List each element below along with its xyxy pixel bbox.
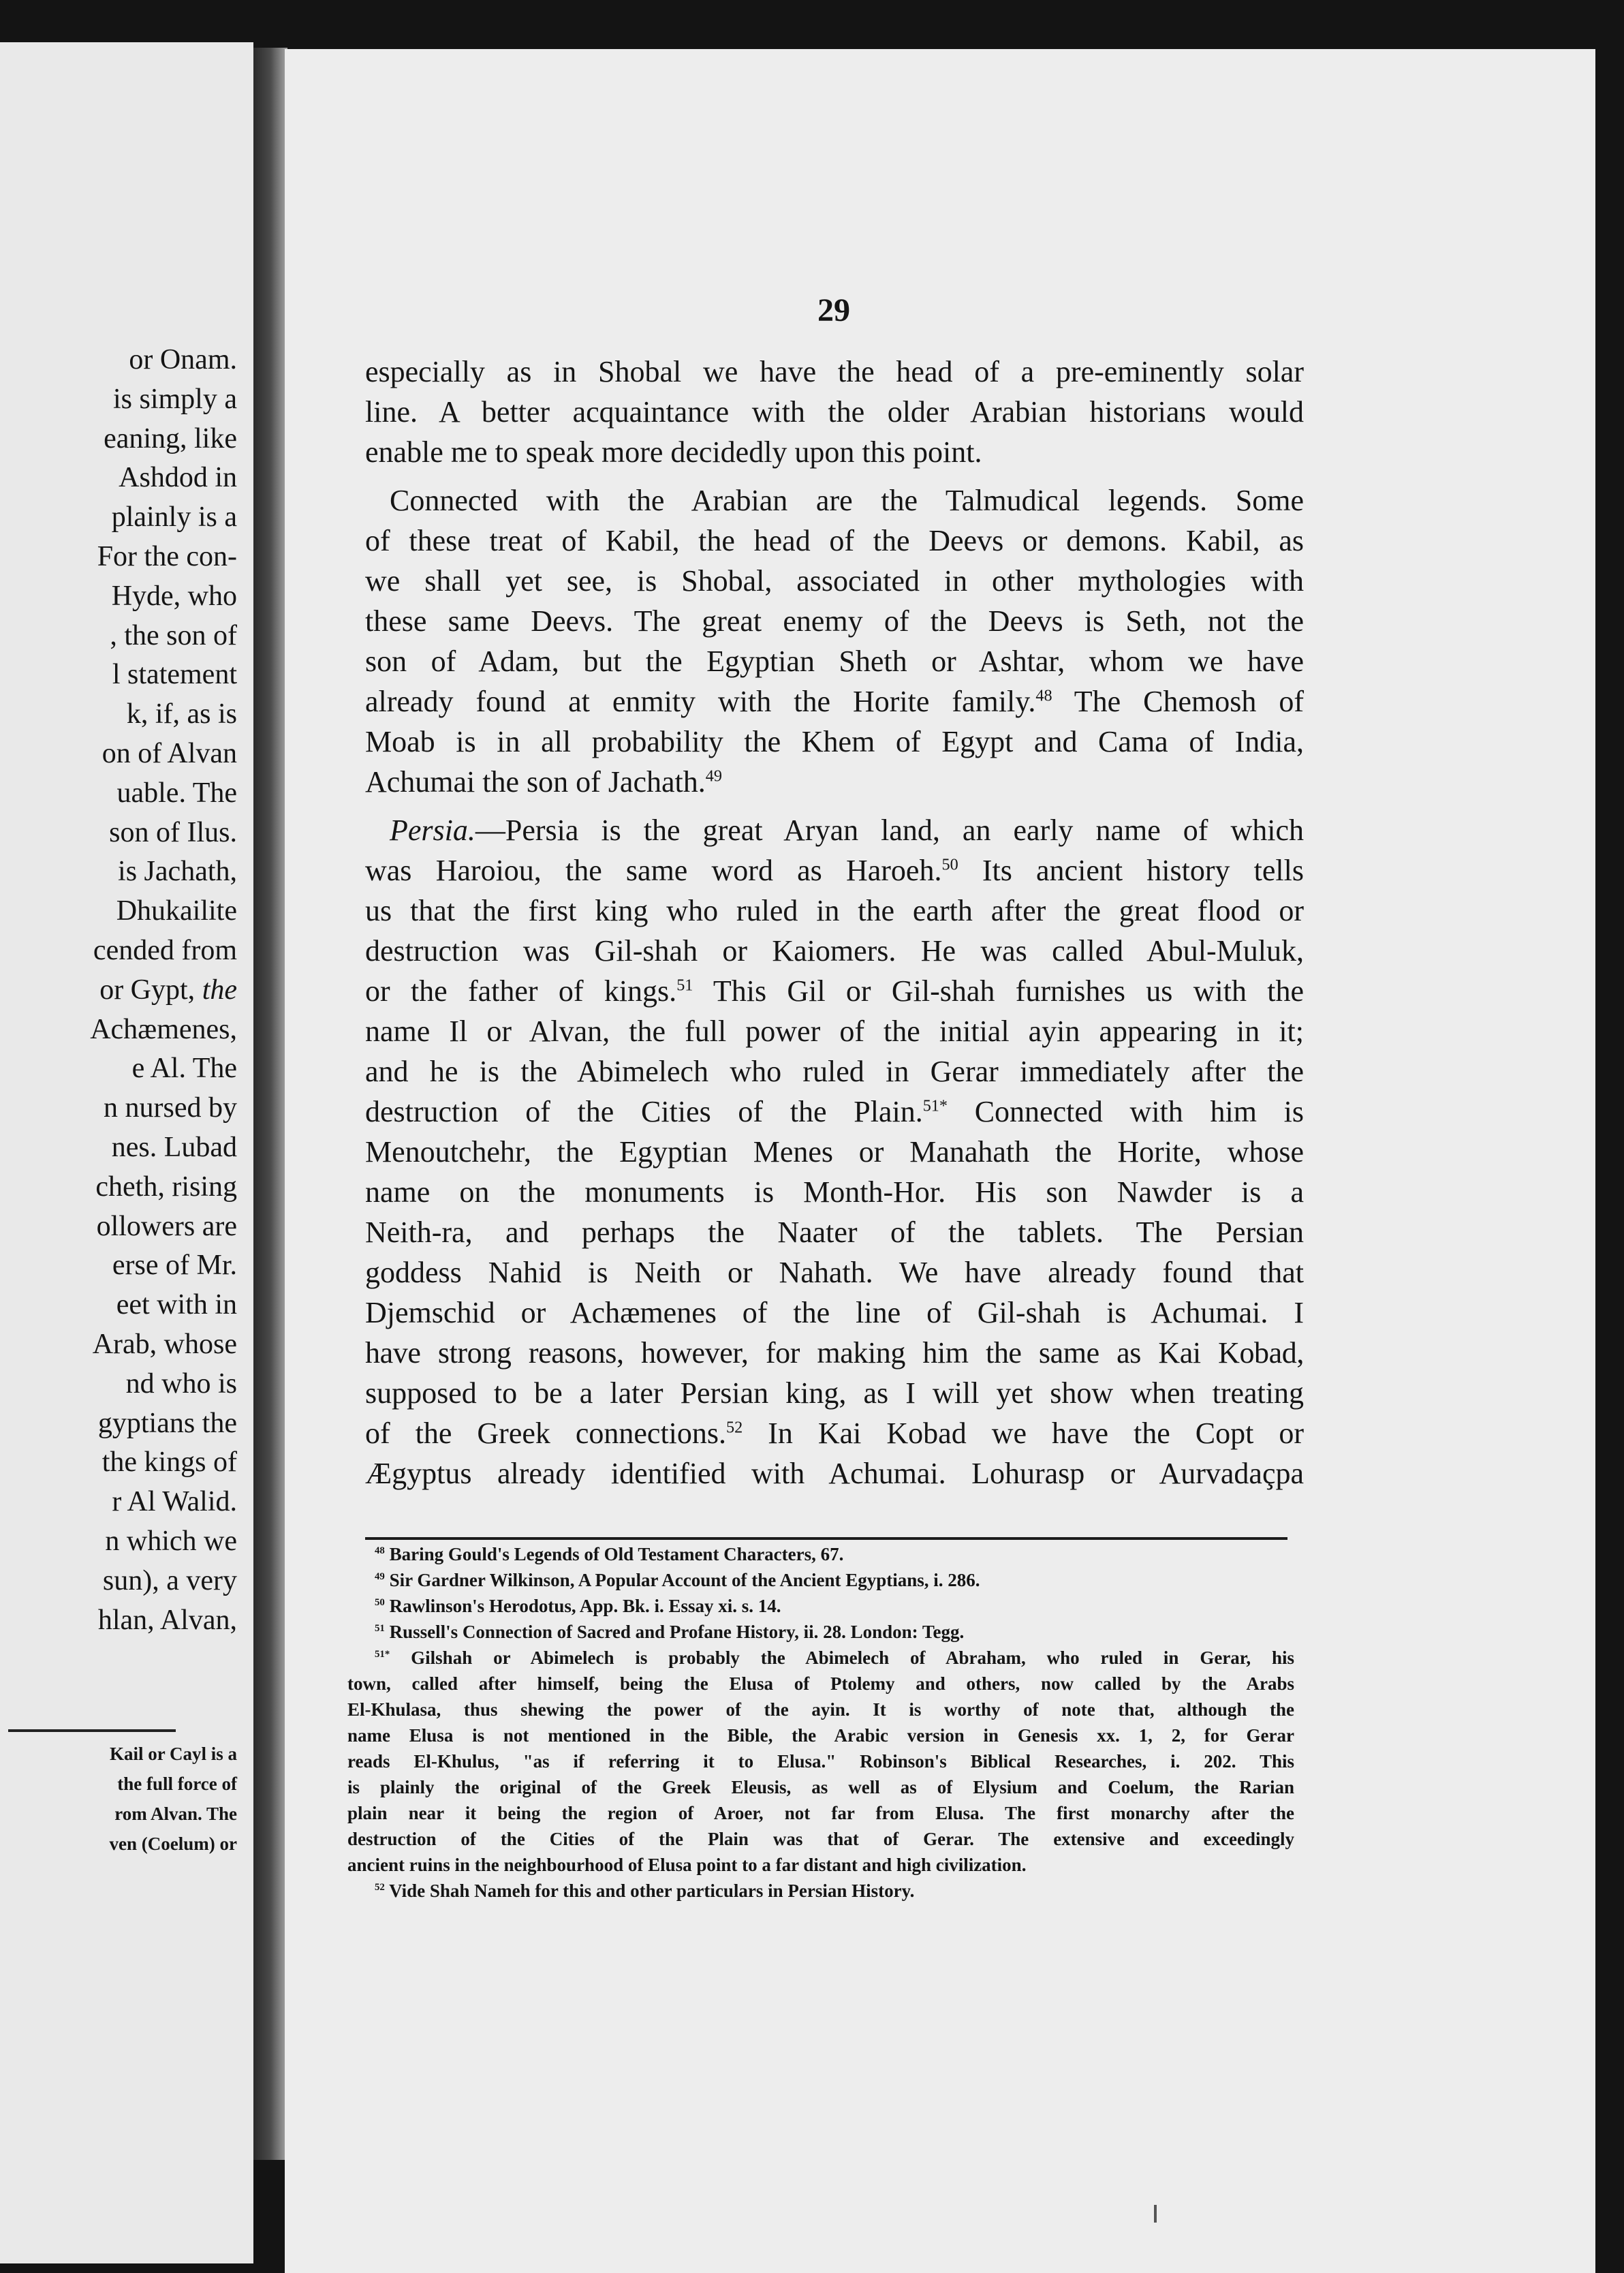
text-run: eet with in	[116, 1289, 237, 1321]
text-run: destruction was Gil-shah or Kaiomers. He was called Abul-Muluk,	[365, 934, 1304, 968]
text-run: son of Adam, but the Egyptian Sheth or Ashtar, whom we have	[365, 645, 1304, 678]
text-run: of the Greek connections.	[365, 1417, 727, 1450]
text-line	[365, 1212, 1304, 1252]
footnote-marker: 48	[375, 1545, 385, 1556]
text-run: cended from	[93, 935, 237, 966]
facing-page-line	[132, 1051, 237, 1086]
text-line	[365, 521, 1304, 561]
footnote-reference: 50	[941, 855, 958, 874]
section-heading: Persia.	[390, 814, 475, 847]
footnote-text: rom Alvan. The	[114, 1804, 237, 1824]
text-run: was Haroiou, the same word as Haroeh.	[365, 854, 942, 887]
footnote-text: Rawlinson's Herodotus, App. Bk. i. Essay xi. s. 14.	[384, 1596, 781, 1616]
text-run: This Gil or Gil-shah furnishes us with the	[693, 974, 1304, 1008]
footnote-text: ven (Coelum) or	[109, 1834, 237, 1854]
text-run: goddess Nahid is Neith or Nahath. We have already found that	[365, 1256, 1304, 1289]
text-run: Its ancient history tells	[958, 854, 1304, 887]
text-run: already found at enmity with the Horite family.	[365, 685, 1036, 718]
text-run: enable me to speak more decidedly upon this point.	[365, 435, 982, 469]
footnote-text: town, called after himself, being the Elusa of Ptolemy and others, now called by the Arabs	[347, 1673, 1294, 1694]
footnote-text: Sir Gardner Wilkinson, A Popular Account of the Ancient Egyptians, i. 286.	[384, 1570, 980, 1590]
facing-page-line	[95, 1169, 237, 1205]
text-run: The Chemosh of	[1052, 685, 1304, 718]
footnote-line	[347, 1697, 1294, 1722]
text-run: supposed to be a later Persian king, as I will yet show when treating	[365, 1376, 1304, 1410]
facing-page-footnote-line	[117, 1772, 237, 1796]
text-line	[365, 971, 1304, 1011]
facing-page-line	[102, 736, 237, 771]
facing-page-line	[104, 421, 237, 457]
text-line	[365, 601, 1304, 641]
footnote-reference: 51	[676, 976, 693, 995]
text-run: cheth, rising	[95, 1171, 237, 1203]
footnote-line	[347, 1619, 1294, 1645]
facing-page-line	[112, 657, 237, 692]
text-run: nd who is	[125, 1367, 237, 1400]
footnote-line	[347, 1800, 1294, 1826]
text-run: us that the first king who ruled in the earth after the great flood or	[365, 894, 1304, 927]
footnotes	[347, 1541, 1294, 1904]
facing-page-line	[109, 815, 237, 850]
footnote-line	[347, 1852, 1294, 1878]
footnote-reference: 52	[726, 1418, 743, 1437]
text-run: line. A better acquaintance with the older Arabian historians would	[365, 395, 1304, 429]
text-line	[365, 1051, 1304, 1092]
text-run: especially as in Shobal we have the head of a pre-eminently solar	[365, 355, 1304, 388]
facing-page-line	[97, 1209, 237, 1244]
footnote-marker: 51	[375, 1623, 385, 1634]
facing-page-line	[98, 1406, 237, 1441]
footnote-line	[347, 1645, 1294, 1671]
footnote-text: name Elusa is not mentioned in the Bible, the Arabic version in Genesis xx. 1, 2, for Gerar	[347, 1725, 1294, 1746]
text-run: Djemschid or Achæmenes of the line of Gil-shah is Achumai. I	[365, 1296, 1304, 1329]
facing-page-line	[99, 972, 237, 1008]
footnote-marker: 50	[375, 1597, 385, 1608]
text-run: we shall yet see, is Shobal, associated in other mythologies with	[365, 564, 1304, 598]
facing-page-line	[116, 893, 237, 929]
facing-page-line	[113, 382, 237, 417]
text-line	[365, 480, 1304, 521]
text-run: on of Alvan	[102, 738, 237, 769]
text-run: Menoutchehr, the Egyptian Menes or Manahath the Horite, whose	[365, 1135, 1304, 1169]
facing-page-line	[112, 1248, 237, 1283]
footnote-text: reads El-Khulus, "as if referring it to Elusa." Robinson's Biblical Researches, i. 202. This	[347, 1751, 1294, 1772]
text-line	[365, 810, 1304, 850]
footnote-line	[347, 1567, 1294, 1593]
facing-page-line	[116, 1287, 237, 1323]
text-run: have strong reasons, however, for making him the same as Kai Kobad,	[365, 1336, 1304, 1370]
facing-page-line	[112, 1130, 237, 1165]
facing-page-line	[98, 1603, 237, 1638]
text-run: of these treat of Kabil, the head of the Deevs or demons. Kabil, as	[365, 524, 1304, 557]
text-run: Moab is in all probability the Khem of Egypt and Cama of India,	[365, 725, 1304, 758]
text-run: Hyde, who	[111, 580, 237, 612]
facing-page-line	[97, 539, 237, 574]
text-run: k, if, as is	[126, 698, 237, 730]
text-run: sun), a very	[102, 1564, 237, 1596]
facing-page-line	[117, 775, 238, 811]
text-line	[365, 722, 1304, 762]
facing-page-line	[127, 696, 237, 732]
facing-page-line	[129, 342, 237, 377]
text-line	[365, 432, 1304, 472]
text-run: is Jachath,	[118, 856, 237, 888]
text-run: Ashdod in	[119, 462, 237, 494]
text-run: Ægyptus already identified with Achumai. Lohurasp or Aurvadaçpa	[365, 1457, 1304, 1490]
text-run: —Persia is the great Aryan land, an early name of which	[475, 814, 1304, 847]
facing-page-line	[90, 1012, 237, 1047]
text-run: the kings of	[102, 1447, 237, 1479]
text-line	[365, 392, 1304, 432]
text-line	[365, 762, 1304, 802]
text-line	[365, 1252, 1304, 1293]
facing-page-line	[93, 1327, 237, 1362]
footnote-text: Baring Gould's Legends of Old Testament Characters, 67.	[384, 1544, 844, 1564]
text-run: these same Deevs. The great enemy of the Deevs is Seth, not the	[365, 604, 1304, 638]
text-run: Connected with him is	[947, 1095, 1304, 1128]
footnote-text: Kail or Cayl is a	[109, 1744, 237, 1764]
footnote-text: El-Khulasa, thus shewing the power of the ayin. It is worthy of note that, although the	[347, 1699, 1294, 1720]
footnote-rule	[365, 1537, 1287, 1540]
text-run: n nursed by	[104, 1092, 237, 1124]
facing-page-line	[112, 1484, 237, 1519]
text-run: uable. The	[116, 777, 237, 809]
text-run: Connected with the Arabian are the Talmudical legends. Some	[390, 484, 1304, 517]
text-run: destruction of the Cities of the Plain.	[365, 1095, 923, 1128]
text-line	[365, 931, 1304, 971]
text-line	[365, 352, 1304, 392]
footnote-line	[347, 1722, 1294, 1748]
text-run: , the son of	[110, 619, 237, 651]
text-line	[365, 641, 1304, 681]
facing-page-line	[119, 460, 237, 495]
footnote-text: Russell's Connection of Sacred and Profane History, ii. 28. London: Tegg.	[384, 1622, 965, 1642]
text-run: e Al. The	[131, 1053, 237, 1085]
text-line	[365, 1092, 1304, 1132]
text-line	[365, 1453, 1304, 1494]
facing-page-footnote-line	[110, 1831, 237, 1856]
footnote-line	[347, 1748, 1294, 1774]
footnote-reference: 51*	[922, 1096, 948, 1115]
text-run: eaning, like	[104, 422, 237, 454]
text-run: For the con-	[97, 541, 237, 572]
text-run: son of Ilus.	[109, 816, 237, 848]
text-line	[365, 891, 1304, 931]
text-run-italic: the	[202, 974, 237, 1006]
footnote-line	[347, 1826, 1294, 1852]
text-run: is simply a	[112, 383, 237, 415]
footnote-line	[347, 1671, 1294, 1697]
facing-page-footnote-line	[110, 1742, 237, 1766]
book-gutter-shadow	[253, 48, 287, 2160]
facing-page-line	[112, 578, 237, 614]
facing-page-line	[112, 499, 237, 535]
text-run: r Al Walid.	[112, 1486, 237, 1518]
text-run: erse of Mr.	[112, 1250, 237, 1282]
text-run: plainly is a	[111, 501, 237, 534]
text-run: n which we	[105, 1526, 237, 1557]
text-run: or the father of kings.	[365, 974, 677, 1008]
text-line	[365, 561, 1304, 601]
text-line	[365, 1413, 1304, 1453]
facing-page-line	[104, 1090, 237, 1126]
facing-page-footnote-line	[114, 1802, 237, 1826]
text-run: l statement	[112, 659, 237, 691]
facing-page-line	[102, 1444, 237, 1480]
text-run: Dhukailite	[116, 895, 237, 927]
text-run: or Onam.	[129, 344, 237, 375]
text-run: hlan, Alvan,	[97, 1604, 237, 1636]
footnote-line	[347, 1541, 1294, 1567]
footnote-marker: 52	[375, 1882, 385, 1893]
text-line	[365, 1293, 1304, 1333]
facing-page-line	[105, 1524, 237, 1559]
text-line	[365, 1333, 1304, 1373]
text-run: name on the monuments is Month-Hor. His son Nawder is a	[365, 1175, 1304, 1209]
text-run: and he is the Abimelech who ruled in Gerar immediately after the	[365, 1055, 1304, 1088]
footnote-marker: 51*	[375, 1649, 390, 1660]
text-run: Achumai the son of Jachath.	[365, 765, 706, 799]
footnote-text: Vide Shah Nameh for this and other particulars in Persian History.	[384, 1881, 915, 1901]
footnote-reference: 49	[705, 767, 722, 786]
footnote-text: destruction of the Cities of the Plain was that of Gerar. The extensive and exceedingly	[347, 1829, 1294, 1849]
text-run: Neith-ra, and perhaps the Naater of the tablets. The Persian	[365, 1216, 1304, 1249]
text-line	[365, 850, 1304, 891]
facing-page-line	[110, 618, 237, 653]
text-run: In Kai Kobad we have the Copt or	[743, 1417, 1305, 1450]
page-number: 29	[817, 292, 850, 328]
text-line	[365, 1172, 1304, 1212]
text-line	[365, 1132, 1304, 1172]
footnote-text: the full force of	[117, 1774, 237, 1794]
text-line	[365, 1373, 1304, 1413]
text-run: ollowers are	[96, 1210, 237, 1242]
footnote-text: Gilshah or Abimelech is probably the Abimelech of Abraham, who ruled in Gerar, his	[390, 1648, 1294, 1668]
text-line	[365, 681, 1304, 722]
footnote-line	[347, 1878, 1294, 1904]
facing-page-line	[126, 1366, 237, 1402]
text-run: or Gypt,	[99, 974, 202, 1006]
text-line	[365, 1011, 1304, 1051]
text-run: Arab, whose	[92, 1329, 237, 1360]
text-run: Achæmenes,	[90, 1013, 237, 1045]
text-run: name Il or Alvan, the full power of the initial ayin appearing in it;	[365, 1015, 1304, 1048]
footnote-line	[347, 1774, 1294, 1800]
text-run: gyptians the	[97, 1407, 237, 1439]
footnote-text: is plainly the original of the Greek Eleusis, as well as of Elysium and Coelum, the Rarian	[347, 1777, 1294, 1797]
footnote-text: ancient ruins in the neighbourhood of Elusa point to a far distant and high civilization.	[347, 1855, 1027, 1875]
footnote-line	[347, 1593, 1294, 1619]
facing-page-line	[93, 933, 237, 968]
text-run: nes. Lubad	[111, 1132, 237, 1163]
footnote-marker: 49	[375, 1571, 385, 1582]
facing-page-footnote-rule	[8, 1729, 176, 1732]
body-text	[365, 352, 1304, 1494]
facing-page-line	[103, 1563, 237, 1598]
facing-page-line	[118, 854, 237, 889]
footnote-reference: 48	[1035, 686, 1052, 705]
facing-page-left	[0, 42, 253, 2263]
page-speck	[1154, 2205, 1157, 2223]
footnote-text: plain near it being the region of Aroer, not far from Elusa. The first monarchy after the	[347, 1803, 1294, 1823]
